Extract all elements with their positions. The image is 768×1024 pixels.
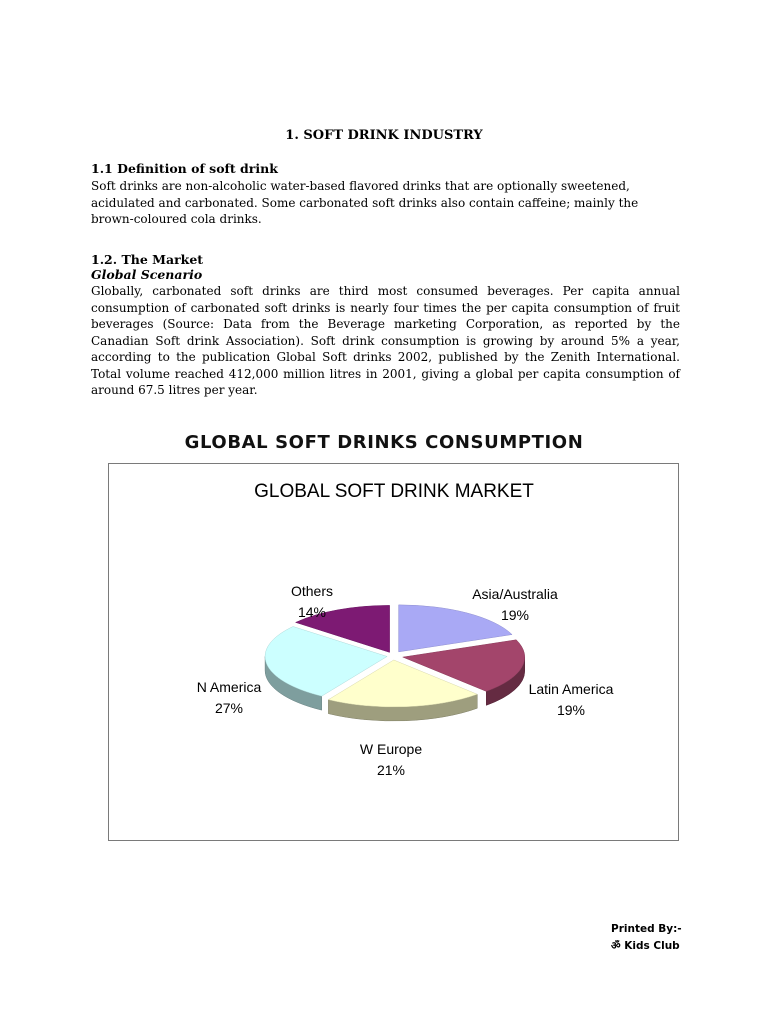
pie-label-percent-1: 19%	[556, 702, 586, 718]
pie-label-category-0: Asia/Australia	[472, 586, 558, 602]
pie-label-category-3: N America	[196, 679, 262, 695]
pie-label-percent-2: 21%	[376, 762, 406, 778]
section-1-heading: 1.1 Definition of soft drink	[91, 161, 278, 176]
footer-printed-by: Printed By:-	[611, 923, 682, 935]
chart-title: GLOBAL SOFT DRINK MARKET	[254, 481, 534, 502]
document-title: 1. SOFT DRINK INDUSTRY	[285, 128, 483, 143]
footer-club: ॐ Kids Club	[611, 940, 680, 952]
pie-label-category-4: Others	[290, 583, 334, 599]
pie-label-percent-0: 19%	[500, 607, 530, 623]
pie-label-percent-3: 27%	[214, 700, 244, 716]
section-2-heading: 1.2. The Market	[91, 252, 204, 267]
pie-chart	[109, 464, 680, 842]
pie-label-category-1: Latin America	[528, 681, 614, 697]
chart-box	[108, 463, 679, 841]
chart-heading: GLOBAL SOFT DRINKS CONSUMPTION	[184, 432, 584, 453]
section-1-body: Soft drinks are non-alcoholic water-based flavored drinks that are optionally sweetened, acidulated and carbonated. Some carbonated soft drinks also contain caffeine; mainly the brown-coloured cola drinks.	[91, 179, 639, 226]
section-2-body: Globally, carbonated soft drinks are third most consumed beverages. Per capita annual consumption of carbonated soft drinks is nearly four times the per capita consumption of fruit beverages (Source: Data from the Beverage marketing Corporation, as reported by the Canadian Soft drink Association). Soft drink consumption is growing by around 5% a year, according to the publication Global Soft drinks 2002, published by the Zenith International. Total volume reached 412,000 million litres in 2001, giving a global per capita consumption of around 67.5 litres per year.	[91, 284, 680, 397]
pie-label-percent-4: 14%	[297, 604, 327, 620]
pie-label-category-2: W Europe	[359, 741, 423, 757]
section-2-subheading: Global Scenario	[91, 267, 203, 282]
